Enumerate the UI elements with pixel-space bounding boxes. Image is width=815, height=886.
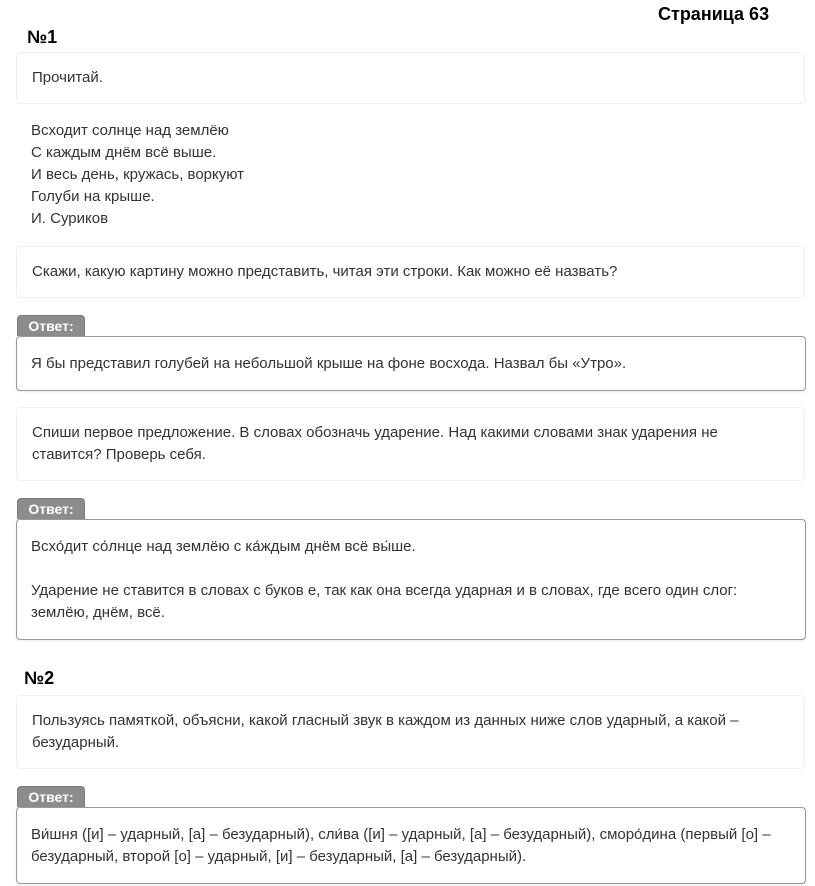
task-1-instruction-read: Прочитай.	[32, 69, 103, 86]
task-1-question-2-card	[16, 407, 805, 481]
poem-author: И. Суриков	[31, 210, 109, 227]
task-2-answer-box	[16, 807, 806, 884]
poem	[31, 120, 244, 230]
task-1-instruction-card	[16, 52, 805, 104]
task-1-answer-1: Я бы представил голубей на небольшой крыше на фоне восхода. Назвал бы «Утро».	[31, 354, 627, 372]
task-1-answer-2-line-1: Всхо́дит со́лнце над землёю с ка́ждым днём всё вы́ше.	[31, 537, 416, 555]
answer-label-tab: Ответ:	[17, 315, 85, 336]
task-1-answer-2-line-2: Ударение не ставится в словах с буков е, так как она всегда ударная и в словах, где всего один слог: землёю, днём, всё.	[31, 581, 738, 621]
task-1-heading: №1	[27, 27, 58, 47]
task-1-answer-1-box	[16, 336, 806, 391]
task-1-question-1-card	[16, 246, 805, 298]
poem-line: И весь день, кружась, воркуют	[31, 166, 245, 183]
poem-line: С каждым днём всё выше.	[31, 144, 217, 161]
task-2-answer: Ви́шня ([и] – ударный, [а] – безударный), сли́ва ([и] – ударный, [а] – безударный), сморо́дина (первый [о] – безударный, второй [о] – ударный, [и] – безударный, [а] – безударный).	[31, 825, 771, 865]
task-2-question-card	[16, 695, 805, 769]
poem-line: Голуби на крыше.	[31, 188, 155, 205]
page-number: Страница 63	[658, 4, 770, 24]
answer-label-tab: Ответ:	[17, 786, 85, 807]
task-1-answer-2-box	[16, 519, 806, 640]
task-1-question-1: Скажи, какую картину можно представить, читая эти строки. Как можно её назвать?	[32, 263, 618, 280]
task-1-question-2: Спиши первое предложение. В словах обозначь ударение. Над какими словами знак ударения не ставится? Проверь себя.	[32, 424, 718, 463]
task-2-heading: №2	[24, 668, 55, 688]
poem-line: Всходит солнце над землёю	[31, 122, 229, 139]
task-2-question: Пользуясь памяткой, объясни, какой гласный звук в каждом из данных ниже слов ударный, а какой – безударный.	[32, 712, 739, 751]
answer-label-tab: Ответ:	[17, 498, 85, 519]
